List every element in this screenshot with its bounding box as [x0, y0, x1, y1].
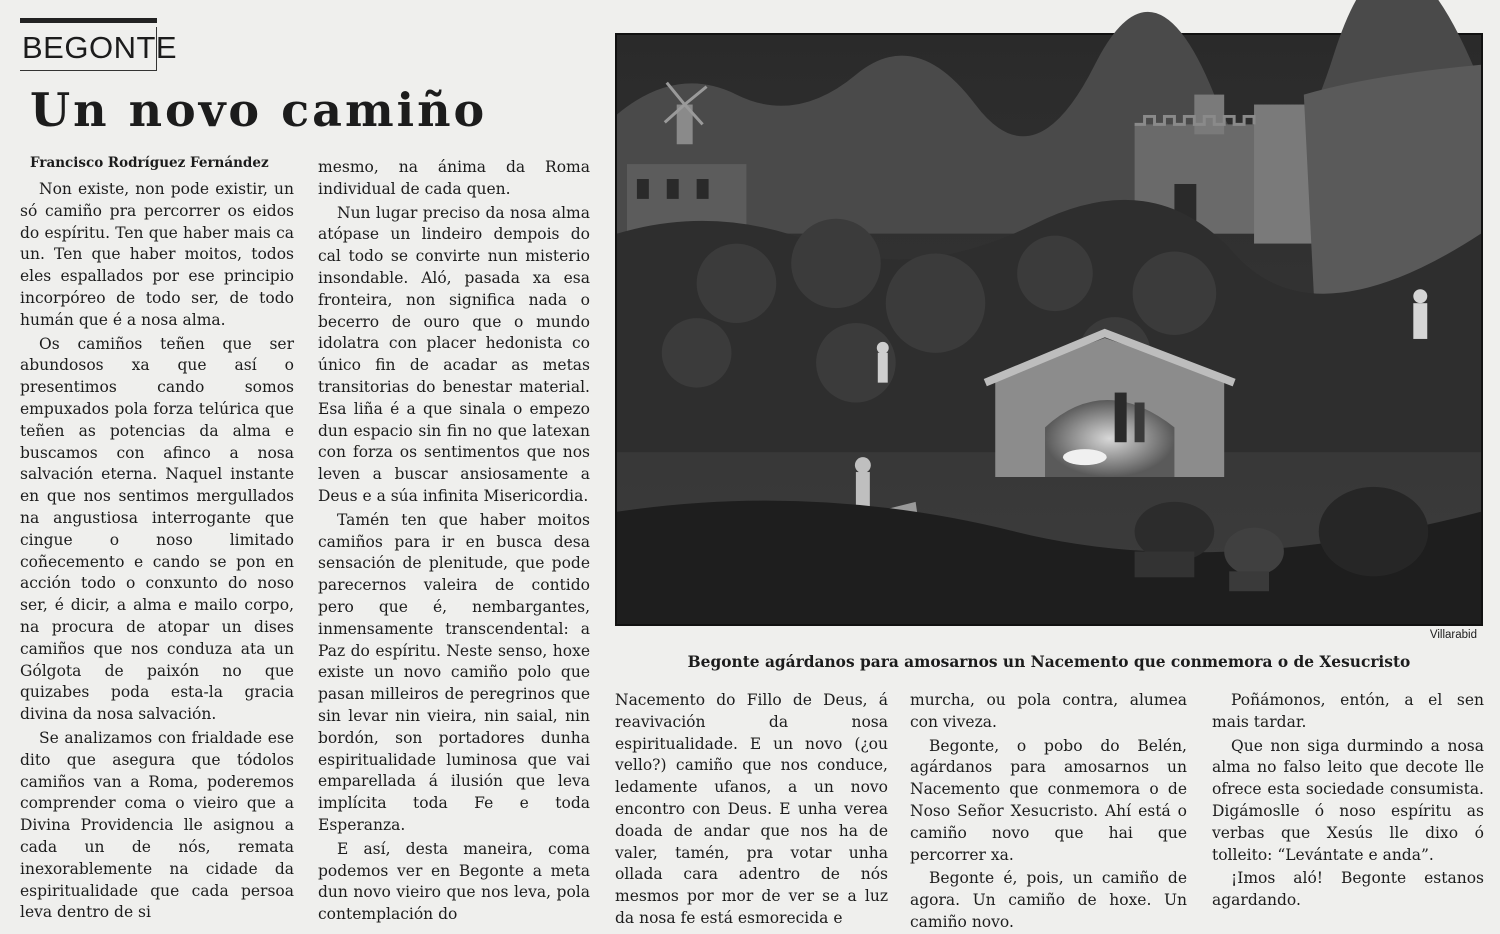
section-label: BEGONTE — [20, 27, 157, 71]
paragraph: Os camiños teñen que ser abundosos xa que así o presentimos cando somos empuxados pola forza telúrica que teñen as potencias da alma e buscamos con afinco a nosa salvación eterna. Naquel instante en que nos sentimos mergullados na angustiosa interrogante que cingue o noso limitado coñecemento e cando se pon en acción todo o conxunto do noso ser, é dicir, a alma e mailo corpo, na procura de atopar un dises camiños que nos conduza ata un Gólgota de paixón no que quizabes poda esta-la gracia divina da nosa salvación. — [20, 334, 294, 724]
paragraph: Poñámonos, entón, a el sen mais tardar. — [1212, 691, 1484, 731]
paragraph: Nacemento do Fillo de Deus, á reavivación da nosa espiritualidade. E un novo (¿ou vello?) camiño que nos conduce, ledamente ufanos, a un novo encontro con Deus. E unha verea doada de andar que nos ha de valer, tamén, pra votar unha ollada cara adentro de nós mesmos por mor de ver se a luz da nosa fe está esmorecida e — [615, 691, 888, 927]
article-column-4 — [910, 690, 1187, 931]
section-rule — [20, 18, 157, 23]
article-column-3 — [615, 690, 888, 927]
nativity-scene-image — [617, 35, 1481, 624]
photo-credit: Villarabid — [1429, 629, 1477, 641]
paragraph: mesmo, na ánima da Roma individual de cada quen. — [318, 158, 590, 198]
article-column-1 — [20, 179, 294, 921]
paragraph: Que non siga durmindo a nosa alma no falso leito que decote lle ofrece esta sociedade consumista. Digámoslle ó noso espíritu as verbas que Xesús lle dixo ó tolleito: “Levántate e anda”. — [1212, 736, 1484, 864]
headline: Un novo camiño — [30, 83, 488, 137]
paragraph: murcha, ou pola contra, alumea con viveza. — [910, 691, 1187, 731]
paragraph: Begonte é, pois, un camiño de agora. Un camiño de hoxe. Un camiño novo. — [910, 869, 1187, 931]
paragraph: E así, desta maneira, coma podemos ver en Begonte a meta dun novo vieiro que nos leva, pola contemplación do — [318, 839, 590, 924]
paragraph: Nun lugar preciso da nosa alma atópase un lindeiro dempois do cal todo se convirte nun misterio insondable. Aló, pasada xa esa fronteira, non significa nada o becerro de ouro que o mundo idolatra con placer hedonista co único fin de acadar as metas transitorias do benestar material. Esa liña é a que sinala o empezo dun espacio sin fin no que latexan con forza os sentimentos que nos leven a buscar ansiosamente a Deus e a súa infinita Misericordia. — [318, 203, 590, 505]
paragraph: Begonte, o pobo do Belén, agárdanos para amosarnos un Nacemento que conmemora o de Noso Señor Xesucristo. Ahí está o camiño novo que hai que percorrer xa. — [910, 736, 1187, 864]
nativity-photo — [615, 33, 1483, 626]
article-column-2 — [318, 157, 590, 924]
photo-caption: Begonte agárdanos para amosarnos un Nacemento que conmemora o de Xesucristo — [687, 653, 1411, 671]
paragraph: Tamén ten que haber moitos camiños para ir en busca desa sensación de plenitude, que pode parecernos valeira de contido pero que é, nembargantes, inmensamente transcendental: a Paz do espíritu. Neste senso, hoxe existe un novo camiño polo que pasan milleiros de peregrinos que sin levar nin vieira, nin saial, nin bordón, son portadores dunha espiritualidade luminosa que vai emparellada á ilusión que leva implícita toda Fe e toda Esperanza. — [318, 510, 590, 834]
paragraph: Se analizamos con frialdade ese dito que asegura que tódolos camiños van a Roma, poderemos comprender coma o vieiro que a Divina Providencia lle asignou a cada un de nós, remata inexorablemente na cidade da espiritualidade que cada persoa leva dentro de si — [20, 728, 294, 922]
article-column-5 — [1212, 690, 1484, 921]
paragraph: ¡Imos aló! Begonte estanos agardando. — [1212, 869, 1484, 910]
byline: Francisco Rodríguez Fernández — [30, 155, 269, 171]
paragraph: Non existe, non pode existir, un só camiño pra percorrer os eidos do espíritu. Ten que haber mais ca un. Ten que haber moitos, todos eles espallados por ese principio incorpóreo de todo ser, de todo humán que é a nosa alma. — [20, 180, 294, 329]
